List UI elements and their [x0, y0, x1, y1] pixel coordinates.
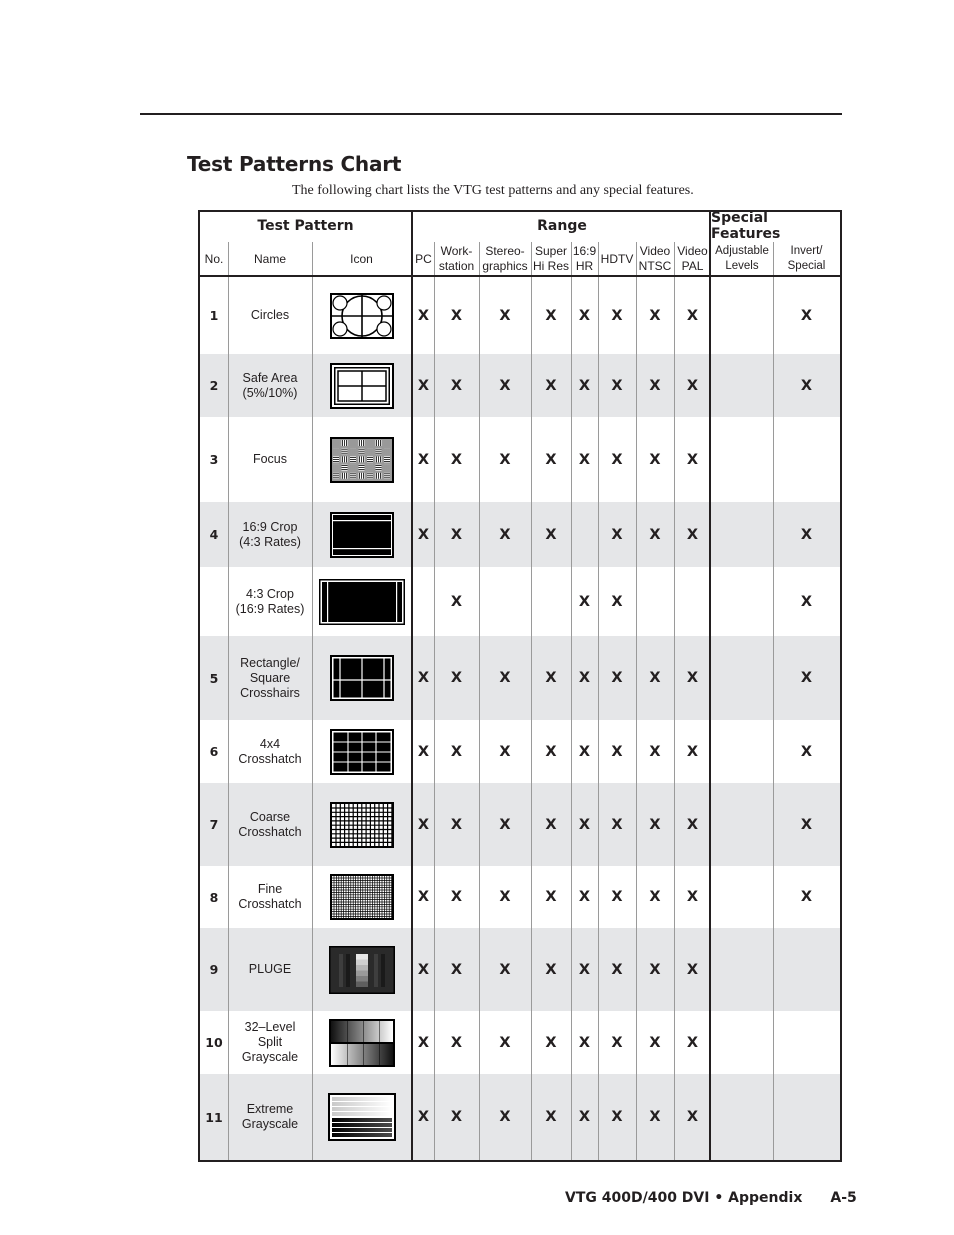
column-header-line: Super — [534, 244, 568, 258]
pattern-name-line: 32–Level — [244, 1020, 296, 1034]
support-mark-superhires: X — [545, 451, 557, 468]
support-mark-stereographics: X — [499, 816, 511, 833]
support-mark-stereographics: X — [499, 1109, 511, 1125]
support-mark-pal: X — [686, 670, 699, 686]
support-mark-invert: X — [800, 526, 813, 543]
table-row — [200, 502, 840, 567]
intro-text: The following chart lists the VTG test patterns and any special features. — [292, 183, 694, 198]
support-mark-hr169: X — [578, 1109, 591, 1125]
support-mark-hr169: X — [578, 889, 591, 905]
pattern-name-line: Circles — [250, 308, 290, 322]
support-mark-hr169: X — [578, 307, 591, 324]
crop-16-9-pattern-icon — [312, 502, 411, 567]
column-header-stereographics — [479, 242, 531, 276]
support-mark-hdtv: X — [611, 1109, 623, 1125]
row-number: 10 — [205, 1035, 223, 1050]
table-row — [200, 417, 840, 502]
column-header-ntsc — [636, 242, 674, 276]
fine-crosshatch-pattern-icon — [312, 866, 411, 928]
support-mark-hdtv: X — [611, 743, 623, 760]
crosshairs-pattern-icon — [312, 636, 411, 720]
support-mark-superhires: X — [545, 743, 557, 760]
support-mark-workstation: X — [450, 1109, 463, 1125]
column-header-line: station — [438, 259, 475, 273]
focus-pattern-icon — [312, 417, 411, 502]
support-mark-hdtv: X — [611, 1034, 623, 1051]
split-grayscale-pattern-icon — [312, 1011, 411, 1074]
row-number: 1 — [209, 308, 219, 323]
support-mark-workstation: X — [450, 307, 463, 324]
column-header-line: Special — [787, 260, 826, 272]
pattern-name-line: 4x4 — [259, 736, 281, 751]
support-mark-hdtv: X — [611, 307, 623, 324]
support-mark-stereographics: X — [499, 889, 511, 905]
support-mark-workstation: X — [450, 961, 463, 978]
support-mark-pc: X — [417, 1034, 430, 1051]
support-mark-ntsc: X — [649, 377, 661, 394]
row-number: 6 — [209, 744, 219, 759]
pattern-name-line: 16:9 Crop — [242, 519, 298, 534]
support-mark-workstation: X — [450, 451, 463, 468]
row-number: 11 — [205, 1109, 223, 1125]
support-mark-stereographics: X — [499, 961, 511, 978]
support-mark-stereographics: X — [499, 307, 511, 324]
support-mark-ntsc: X — [649, 889, 661, 905]
table-row — [200, 354, 840, 417]
support-mark-superhires: X — [545, 526, 557, 543]
pattern-name — [228, 567, 312, 636]
column-header-icon: Icon — [350, 251, 373, 266]
column-header-hdtv: HDTV — [600, 251, 634, 266]
support-mark-hr169: X — [578, 816, 591, 833]
support-mark-hdtv: X — [611, 889, 623, 905]
pattern-name-line: PLUGE — [248, 962, 292, 976]
safe-area-pattern-icon — [312, 354, 411, 417]
row-number — [200, 567, 228, 636]
support-mark-hdtv: X — [611, 526, 623, 543]
support-mark-invert: X — [800, 889, 813, 905]
pattern-name-line: Safe Area — [242, 370, 298, 385]
column-header-hr169 — [571, 242, 598, 276]
pattern-name-line: Grayscale — [241, 1117, 299, 1131]
support-mark-hr169: X — [578, 670, 591, 686]
table-row — [200, 866, 840, 928]
pattern-name-line: (16:9 Rates) — [235, 601, 305, 616]
support-mark-pc: X — [417, 961, 430, 978]
row-number: 8 — [209, 889, 219, 905]
support-mark-hr169: X — [578, 593, 591, 610]
header-range: Range — [537, 218, 587, 234]
support-mark-pc: X — [417, 670, 430, 686]
column-header-workstation — [434, 242, 479, 276]
support-mark-pal: X — [686, 1109, 699, 1125]
column-header-line: Video — [677, 244, 708, 258]
column-header-line: Video — [639, 244, 671, 258]
row-number: 3 — [209, 452, 219, 467]
column-header-name: Name — [253, 251, 286, 266]
column-header-line: Adjustable — [715, 245, 769, 257]
support-mark-pal: X — [686, 307, 699, 324]
support-mark-hdtv: X — [611, 961, 623, 978]
row-number: 4 — [209, 527, 219, 542]
footer-title: VTG 400D/400 DVI • Appendix — [565, 1190, 803, 1206]
support-mark-workstation: X — [450, 593, 463, 610]
column-header-line: Hi Res — [532, 259, 569, 273]
row-number: 2 — [209, 378, 219, 393]
circles-pattern-icon — [312, 277, 411, 354]
pattern-name — [228, 720, 312, 783]
support-mark-stereographics: X — [499, 526, 511, 543]
pattern-name-line: Focus — [252, 452, 288, 466]
support-mark-pc: X — [417, 526, 430, 543]
support-mark-pal: X — [686, 1034, 699, 1051]
table-row — [200, 277, 840, 354]
support-mark-hdtv: X — [611, 377, 623, 394]
pattern-name — [228, 928, 312, 1011]
table-row — [200, 567, 840, 636]
column-header-line: HR — [575, 259, 594, 273]
pattern-name — [228, 502, 312, 567]
crosshatch-4x4-pattern-icon — [312, 720, 411, 783]
page-number: A-5 — [830, 1190, 857, 1206]
pattern-name-line: Rectangle/ — [240, 655, 300, 670]
support-mark-pal: X — [686, 526, 699, 543]
coarse-crosshatch-pattern-icon — [312, 783, 411, 866]
support-mark-hr169: X — [578, 1034, 591, 1051]
pattern-name-line: Coarse — [249, 809, 291, 824]
table-row — [200, 1011, 840, 1074]
support-mark-hr169: X — [578, 743, 591, 760]
page-title: Test Patterns Chart — [187, 152, 402, 176]
pattern-name — [228, 636, 312, 720]
support-mark-hdtv: X — [611, 593, 623, 610]
support-mark-ntsc: X — [649, 961, 661, 978]
support-mark-superhires: X — [545, 670, 557, 686]
support-mark-superhires: X — [545, 1109, 557, 1125]
pattern-name-line: (5%/10%) — [242, 385, 298, 400]
support-mark-pc: X — [417, 816, 430, 833]
pattern-name-line: Split — [257, 1035, 283, 1049]
test-patterns-table — [198, 210, 842, 1162]
support-mark-pal: X — [686, 961, 699, 978]
column-header-line: NTSC — [638, 259, 672, 273]
table-row — [200, 783, 840, 866]
support-mark-pc: X — [417, 307, 430, 324]
support-mark-ntsc: X — [649, 670, 661, 686]
support-mark-pc: X — [417, 377, 430, 394]
support-mark-ntsc: X — [649, 816, 661, 833]
table-row — [200, 636, 840, 720]
pattern-name-line: 4:3 Crop — [246, 586, 294, 601]
support-mark-pal: X — [686, 451, 699, 468]
row-number: 9 — [209, 962, 219, 977]
support-mark-hdtv: X — [611, 670, 623, 686]
support-mark-hr169: X — [578, 451, 591, 468]
support-mark-workstation: X — [450, 377, 463, 394]
pattern-name-line: Extreme — [246, 1102, 294, 1116]
support-mark-pc: X — [417, 451, 430, 468]
column-header-pc: PC — [415, 251, 432, 266]
pattern-name-line: Grayscale — [241, 1050, 299, 1064]
support-mark-hr169: X — [578, 377, 591, 394]
pattern-name — [228, 866, 312, 928]
column-header-no: No. — [204, 251, 224, 266]
support-mark-hdtv: X — [611, 816, 623, 833]
header-special-features: Special Features — [711, 210, 781, 242]
column-header-line: PAL — [681, 259, 704, 273]
support-mark-workstation: X — [450, 889, 463, 905]
pattern-name-line: Crosshatch — [238, 751, 302, 766]
pattern-name — [228, 1011, 312, 1074]
support-mark-workstation: X — [450, 670, 463, 686]
support-mark-pc: X — [417, 889, 430, 905]
support-mark-pal: X — [686, 889, 699, 905]
column-header-superhires — [531, 242, 571, 276]
pattern-name-line: (4:3 Rates) — [239, 534, 301, 549]
support-mark-superhires: X — [545, 889, 557, 905]
support-mark-ntsc: X — [649, 1109, 661, 1125]
support-mark-stereographics: X — [499, 743, 511, 760]
support-mark-ntsc: X — [649, 307, 661, 324]
support-mark-superhires: X — [545, 1034, 557, 1051]
support-mark-workstation: X — [450, 816, 463, 833]
pattern-name-line: Crosshatch — [238, 897, 302, 911]
page-footer — [565, 1190, 857, 1206]
table-row — [200, 928, 840, 1011]
column-header-adjustable — [711, 242, 773, 276]
support-mark-superhires: X — [545, 377, 557, 394]
support-mark-pc: X — [417, 1109, 430, 1125]
support-mark-workstation: X — [450, 743, 463, 760]
support-mark-workstation: X — [450, 1034, 463, 1051]
crop-4-3-pattern-icon — [312, 567, 411, 636]
support-mark-stereographics: X — [499, 377, 511, 394]
pattern-name-line: Crosshairs — [240, 685, 300, 700]
support-mark-stereographics: X — [499, 451, 511, 468]
column-header-line: Work- — [440, 244, 473, 258]
column-header-invert — [773, 242, 840, 276]
row-number: 5 — [209, 670, 219, 686]
column-header-line: Invert/ — [790, 245, 823, 257]
support-mark-superhires: X — [545, 961, 557, 978]
header-test-pattern: Test Pattern — [257, 218, 354, 234]
column-header-line: graphics — [482, 259, 528, 273]
pattern-name — [228, 783, 312, 866]
support-mark-invert: X — [800, 307, 813, 324]
pattern-name-line: Crosshatch — [238, 824, 302, 839]
support-mark-invert: X — [800, 593, 813, 610]
support-mark-pc: X — [417, 743, 430, 760]
column-header-line: 16:9 — [572, 244, 597, 258]
support-mark-pal: X — [686, 743, 699, 760]
support-mark-ntsc: X — [649, 526, 661, 543]
support-mark-invert: X — [800, 743, 813, 760]
support-mark-superhires: X — [545, 307, 557, 324]
support-mark-hdtv: X — [611, 451, 623, 468]
pattern-name-line: Fine — [257, 882, 283, 896]
pattern-name — [228, 354, 312, 417]
pluge-pattern-icon — [312, 928, 411, 1011]
pattern-name — [228, 277, 312, 354]
column-header-line: Stereo- — [485, 244, 525, 258]
table-row — [200, 720, 840, 783]
extreme-grayscale-pattern-icon — [312, 1074, 411, 1160]
support-mark-ntsc: X — [649, 743, 661, 760]
pattern-name-line: Square — [249, 670, 291, 685]
support-mark-invert: X — [800, 816, 813, 833]
column-header-pal — [674, 242, 711, 276]
pattern-name — [228, 1074, 312, 1160]
support-mark-hr169: X — [578, 961, 591, 978]
support-mark-superhires: X — [545, 816, 557, 833]
support-mark-stereographics: X — [499, 670, 511, 686]
support-mark-ntsc: X — [649, 1034, 661, 1051]
table-row — [200, 1074, 840, 1160]
support-mark-stereographics: X — [499, 1034, 511, 1051]
support-mark-invert: X — [800, 377, 813, 394]
support-mark-ntsc: X — [649, 451, 661, 468]
support-mark-pal: X — [686, 816, 699, 833]
support-mark-pal: X — [686, 377, 699, 394]
support-mark-invert: X — [800, 670, 813, 686]
support-mark-workstation: X — [450, 526, 463, 543]
column-header-line: Levels — [725, 260, 759, 272]
top-rule — [140, 113, 842, 115]
row-number: 7 — [209, 817, 219, 832]
pattern-name — [228, 417, 312, 502]
